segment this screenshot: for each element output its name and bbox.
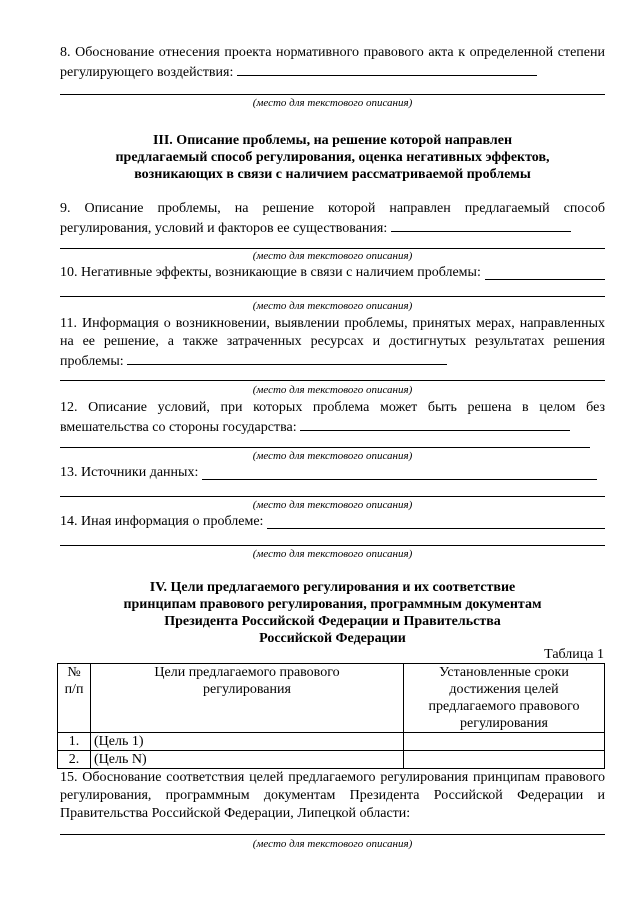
item-8-fill-line xyxy=(237,62,537,76)
header-term: Установленные сроки достижения целей предлагаемого правового регулирования xyxy=(404,664,605,733)
item-15-hint: (место для текстового описания) xyxy=(252,838,413,850)
section-3-title-line-1: III. Описание проблемы, на решение которой направлен xyxy=(152,133,513,148)
row-2-goal: (Цель N) xyxy=(91,751,404,769)
item-13-hint: (место для текстового описания) xyxy=(252,499,413,511)
item-13 xyxy=(60,464,605,482)
table-header-row xyxy=(58,664,605,733)
item-9-answer-line xyxy=(60,248,605,249)
section-4-title-line-2: принципам правового регулирования, программным документам xyxy=(123,597,542,612)
item-13-text: 13. Источники данных: xyxy=(60,465,199,480)
item-14-text: 14. Иная информация о проблеме: xyxy=(60,514,264,529)
item-9-text: 9. Описание проблемы, на решение которой направлен предлагаемый способ регулирования, условий и факторов ее существования: xyxy=(60,201,605,236)
item-12-text: 12. Описание условий, при которых проблема может быть решена в целом без вмешательства со стороны государства: xyxy=(60,400,605,435)
table-row xyxy=(58,751,605,769)
item-12-fill-line xyxy=(300,417,570,431)
item-10 xyxy=(60,264,605,282)
item-10-hint: (место для текстового описания) xyxy=(252,300,413,312)
item-14-hint: (место для текстового описания) xyxy=(252,548,413,560)
item-13-answer-line xyxy=(60,496,605,497)
item-9-hint: (место для текстового описания) xyxy=(252,250,413,262)
item-11-fill-line xyxy=(127,351,447,365)
item-8-hint: (место для текстового описания) xyxy=(252,97,413,109)
item-14 xyxy=(60,513,605,531)
item-9 xyxy=(60,200,605,238)
row-2-term xyxy=(404,751,605,769)
item-9-fill-line xyxy=(391,218,571,232)
item-12-answer-line xyxy=(60,447,590,448)
header-goal: Цели предлагаемого правового регулирования xyxy=(91,664,404,733)
table-row xyxy=(58,733,605,751)
item-15-answer-line xyxy=(60,834,605,835)
item-10-answer-line xyxy=(60,296,605,297)
item-8 xyxy=(60,44,605,82)
table-caption: Таблица 1 xyxy=(544,647,604,662)
item-11-answer-line xyxy=(60,380,605,381)
item-12 xyxy=(60,399,605,437)
section-4-title-line-4: Российской Федерации xyxy=(259,631,406,646)
item-12-hint: (место для текстового описания) xyxy=(252,450,413,462)
row-1-goal: (Цель 1) xyxy=(91,733,404,751)
row-2-num: 2. xyxy=(58,751,91,769)
section-4-title-line-1: IV. Цели предлагаемого регулирования и их соответствие xyxy=(149,580,516,595)
item-15 xyxy=(60,769,605,823)
item-10-fill-line xyxy=(485,265,605,280)
item-8-answer-line xyxy=(60,94,605,95)
item-11-hint: (место для текстового описания) xyxy=(252,384,413,396)
section-4-title-line-3: Президента Российской Федерации и Правительства xyxy=(164,614,501,629)
item-11-text: 11. Информация о возникновении, выявлении проблемы, принятых мерах, направленных на ее решение, а также затраченных ресурсах и достигнутых результатах решения проблемы: xyxy=(60,316,605,369)
item-10-text: 10. Негативные эффекты, возникающие в связи с наличием проблемы: xyxy=(60,265,481,280)
item-8-text: 8. Обоснование отнесения проекта нормативного правового акта к определенной степени регулирующего воздействия: xyxy=(60,45,605,80)
item-14-fill-line xyxy=(267,514,605,529)
section-3-title-line-2: предлагаемый способ регулирования, оценка негативных эффектов, xyxy=(115,150,550,165)
item-11 xyxy=(60,315,605,371)
header-num: № п/п xyxy=(58,664,91,733)
item-13-fill-line xyxy=(202,465,597,480)
row-1-num: 1. xyxy=(58,733,91,751)
section-3-title-line-3: возникающих в связи с наличием рассматриваемой проблемы xyxy=(134,167,531,182)
goals-table xyxy=(57,663,605,769)
item-15-text: 15. Обоснование соответствия целей предлагаемого регулирования принципам правового регулирования, программным документам Президента Российской Федерации и Правительства Российской Федерации, Липецкой области: xyxy=(60,770,605,821)
row-1-term xyxy=(404,733,605,751)
item-14-answer-line xyxy=(60,545,605,546)
